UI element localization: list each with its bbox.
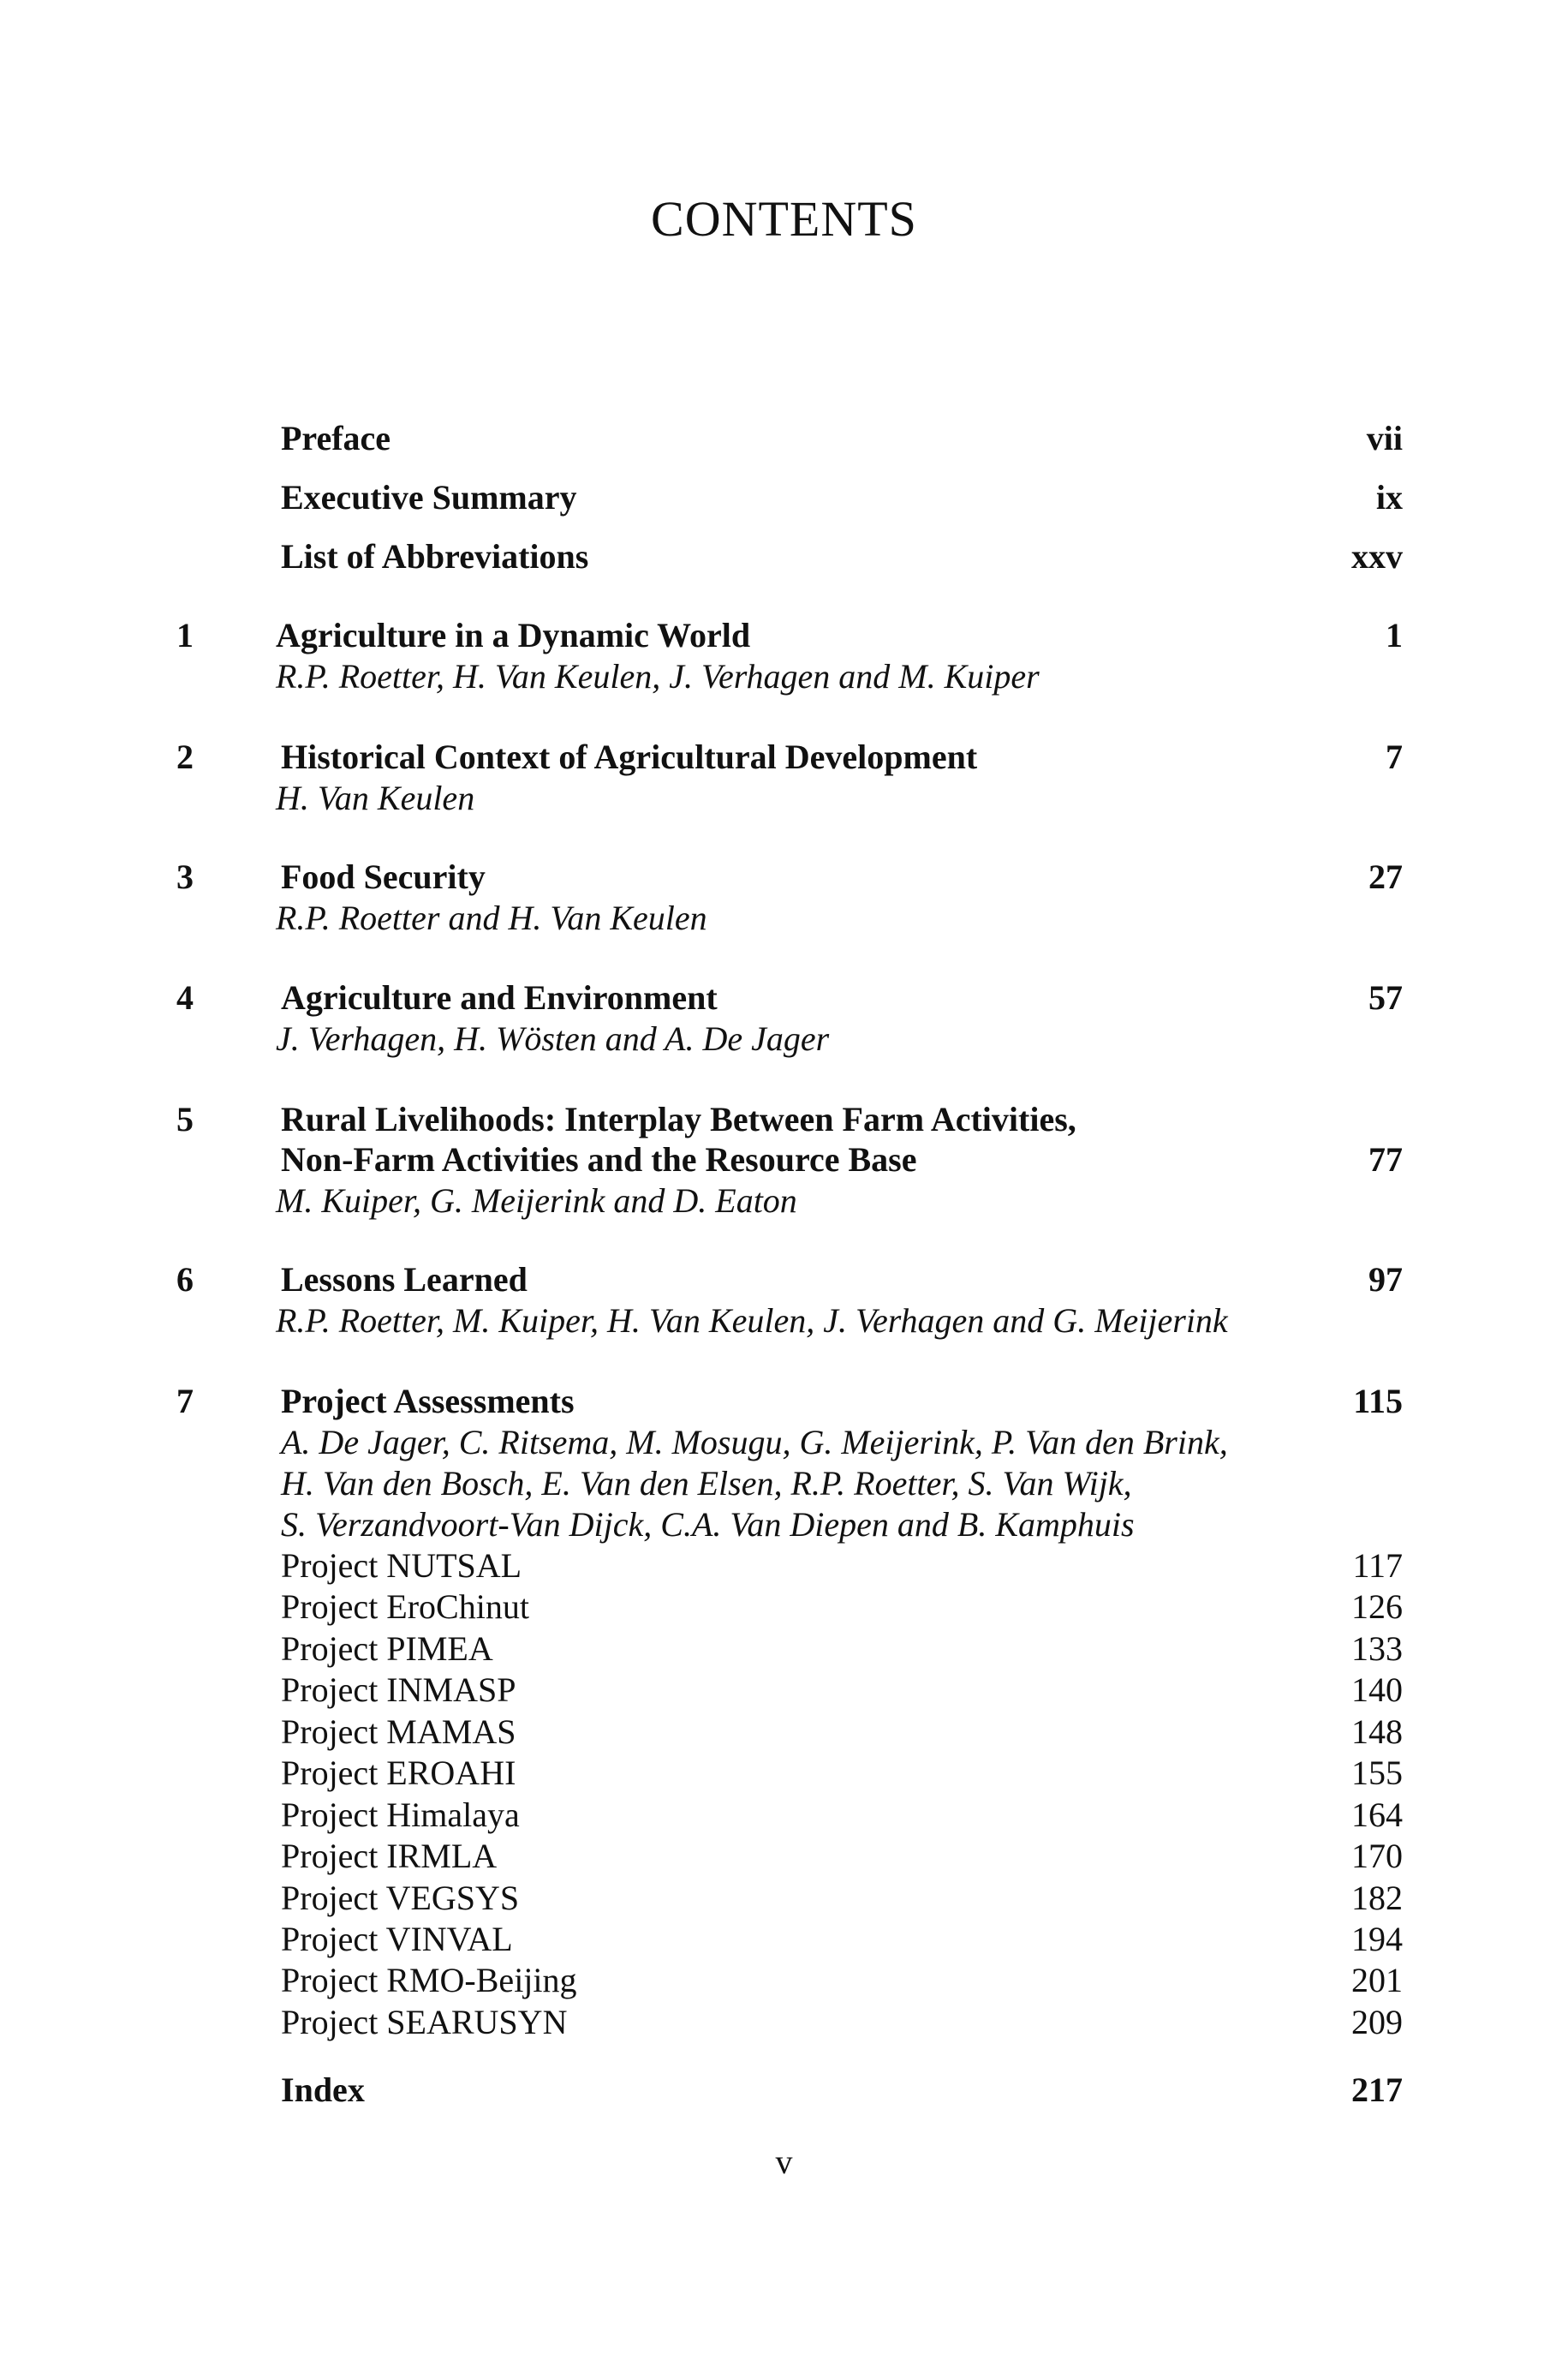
entry-page: 115 xyxy=(1353,1382,1403,1420)
entry-authors: R.P. Roetter and H. Van Keulen xyxy=(276,899,707,937)
chapter-number: 4 xyxy=(176,978,194,1017)
entry-title: Project INMASP xyxy=(281,1670,516,1709)
entry-authors-line-2: H. Van den Bosch, E. Van den Elsen, R.P. Roetter, S. Van Wijk, xyxy=(281,1464,1132,1503)
entry-title: Project VEGSYS xyxy=(281,1879,520,1917)
entry-page: 170 xyxy=(1351,1837,1403,1875)
entry-page: 27 xyxy=(1368,857,1403,896)
page-title: CONTENTS xyxy=(651,191,917,247)
entry-page: xxv xyxy=(1351,537,1403,576)
entry-authors: J. Verhagen, H. Wösten and A. De Jager xyxy=(276,1019,830,1058)
entry-page: 126 xyxy=(1351,1587,1403,1626)
entry-page: vii xyxy=(1366,419,1403,457)
entry-title: Project Assessments xyxy=(281,1382,575,1420)
chapter-number: 7 xyxy=(176,1382,194,1420)
entry-title-line-1: Rural Livelihoods: Interplay Between Farm Activities, xyxy=(281,1100,1076,1138)
entry-page: 148 xyxy=(1351,1712,1403,1751)
entry-title-line-2: Non-Farm Activities and the Resource Base xyxy=(281,1140,917,1179)
entry-title: Project IRMLA xyxy=(281,1837,498,1875)
chapter-number: 5 xyxy=(176,1100,194,1138)
entry-page: 155 xyxy=(1351,1754,1403,1792)
entry-page: 97 xyxy=(1368,1260,1403,1299)
chapter-number: 6 xyxy=(176,1260,194,1299)
entry-title: Historical Context of Agricultural Development xyxy=(281,738,978,776)
entry-title: Project MAMAS xyxy=(281,1712,516,1751)
entry-title: Project EROAHI xyxy=(281,1754,516,1792)
entry-title: Project EroChinut xyxy=(281,1587,529,1626)
entry-page: ix xyxy=(1375,478,1403,517)
entry-title: Project PIMEA xyxy=(281,1629,493,1668)
entry-title: List of Abbreviations xyxy=(281,537,589,576)
entry-authors-line-3: S. Verzandvoort-Van Dijck, C.A. Van Diepen and B. Kamphuis xyxy=(281,1505,1135,1544)
entry-authors-line-1: A. De Jager, C. Ritsema, M. Mosugu, G. Meijerink, P. Van den Brink, xyxy=(281,1423,1228,1461)
entry-page: 182 xyxy=(1351,1879,1403,1917)
entry-title: Project NUTSAL xyxy=(281,1546,522,1585)
entry-page: 201 xyxy=(1351,1961,1403,1999)
page-number: v xyxy=(775,2142,793,2181)
entry-title: Lessons Learned xyxy=(281,1260,528,1299)
entry-title: Project Himalaya xyxy=(281,1795,520,1834)
entry-page: 194 xyxy=(1351,1920,1403,1958)
entry-page: 140 xyxy=(1351,1670,1403,1709)
entry-page: 133 xyxy=(1351,1629,1403,1668)
entry-title: Project VINVAL xyxy=(281,1920,513,1958)
entry-page: 1 xyxy=(1386,616,1403,654)
entry-title: Agriculture in a Dynamic World xyxy=(276,616,751,654)
entry-page: 7 xyxy=(1386,738,1403,776)
entry-title: Food Security xyxy=(281,857,486,896)
entry-title: Project SEARUSYN xyxy=(281,2003,568,2041)
entry-page: 117 xyxy=(1352,1546,1403,1585)
entry-title: Executive Summary xyxy=(281,478,577,517)
entry-title: Project RMO-Beijing xyxy=(281,1961,577,1999)
entry-authors: M. Kuiper, G. Meijerink and D. Eaton xyxy=(276,1181,797,1220)
entry-title: Index xyxy=(281,2070,365,2109)
entry-page: 77 xyxy=(1368,1140,1403,1179)
entry-title: Preface xyxy=(281,419,391,457)
entry-page: 57 xyxy=(1368,978,1403,1017)
entry-authors: H. Van Keulen xyxy=(276,779,475,817)
entry-page: 217 xyxy=(1351,2070,1403,2109)
entry-authors: R.P. Roetter, H. Van Keulen, J. Verhagen and M. Kuiper xyxy=(276,657,1040,696)
chapter-number: 1 xyxy=(176,616,194,654)
entry-title: Agriculture and Environment xyxy=(281,978,718,1017)
chapter-number: 2 xyxy=(176,738,194,776)
entry-page: 209 xyxy=(1351,2003,1403,2041)
chapter-number: 3 xyxy=(176,857,194,896)
entry-authors: R.P. Roetter, M. Kuiper, H. Van Keulen, J. Verhagen and G. Meijerink xyxy=(276,1301,1228,1340)
entry-page: 164 xyxy=(1351,1795,1403,1834)
